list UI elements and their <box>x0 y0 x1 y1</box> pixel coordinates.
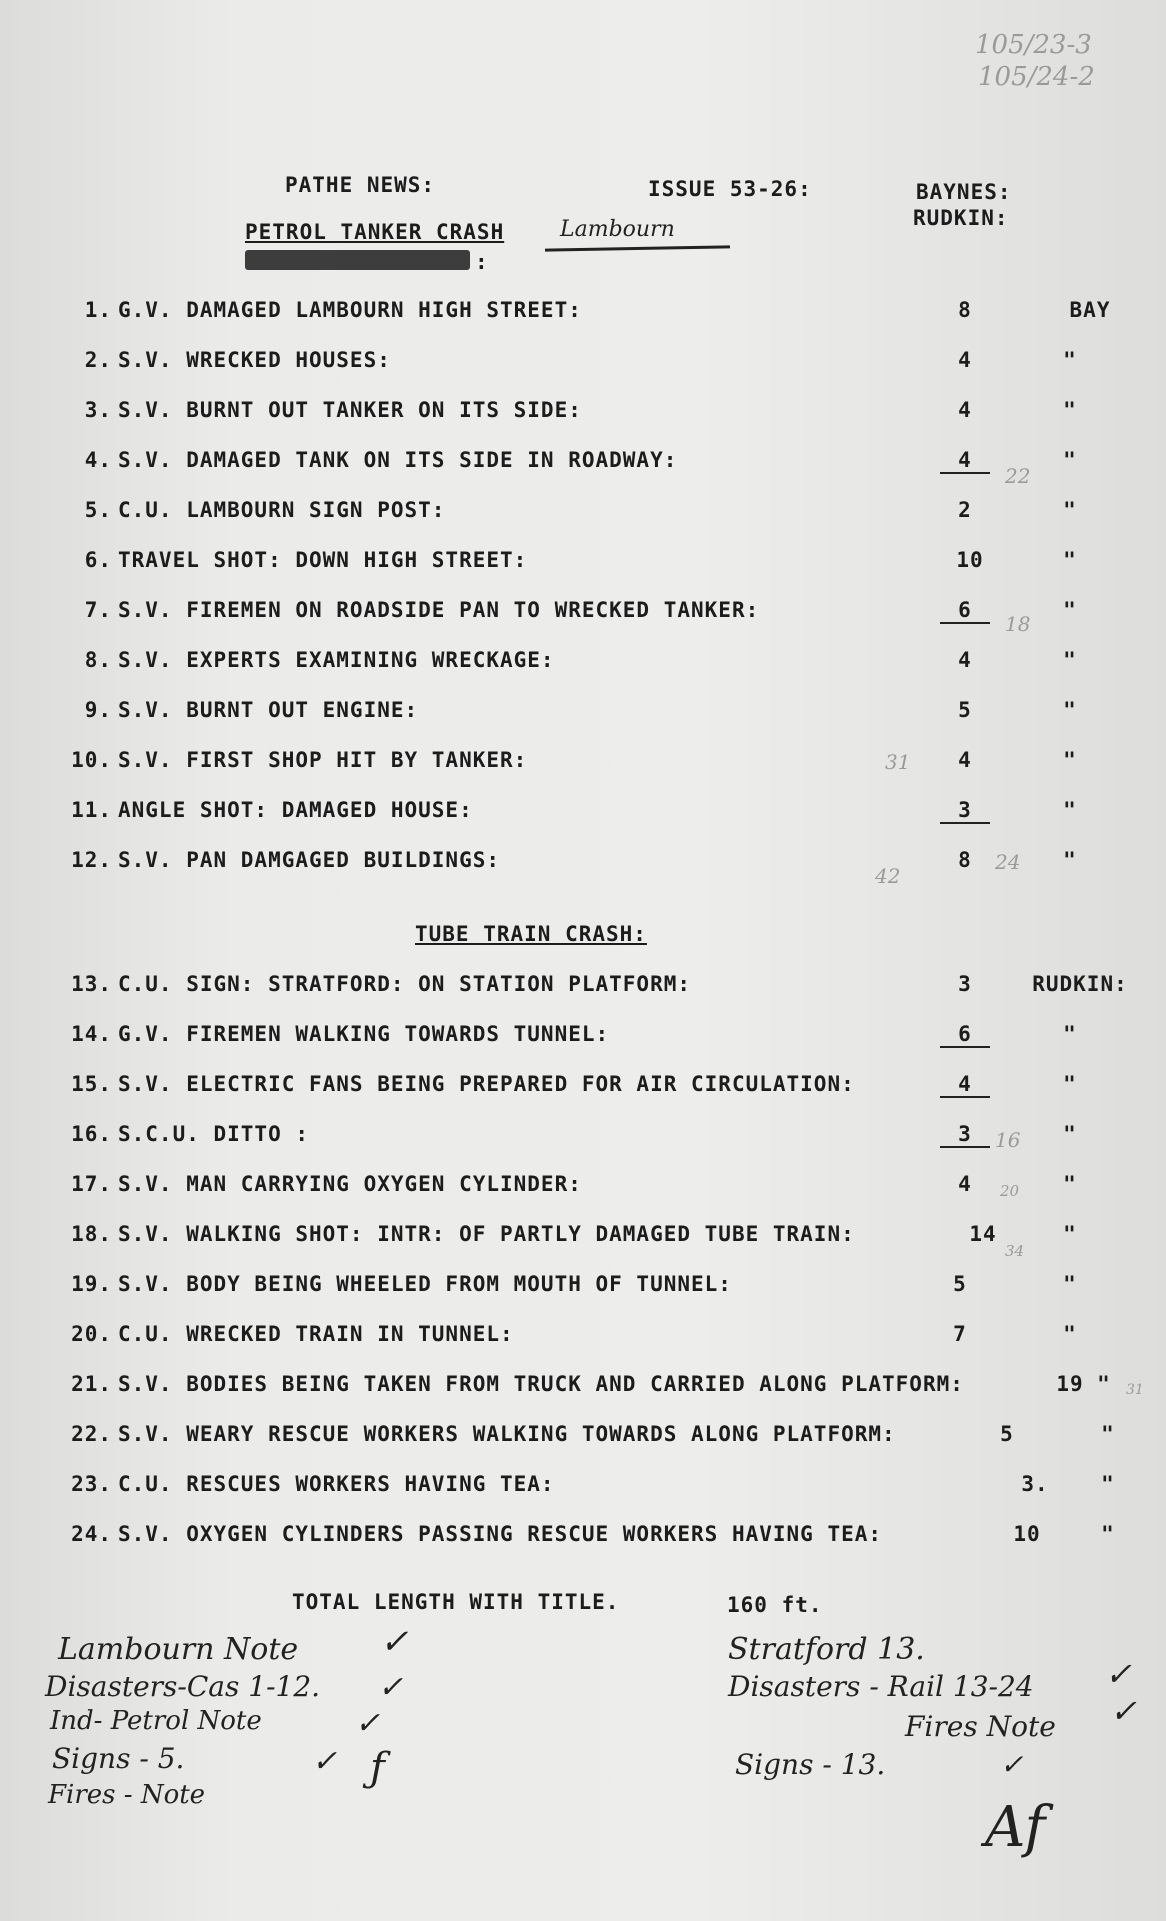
shot-description: S.V. BURNT OUT TANKER ON ITS SIDE: <box>118 398 582 422</box>
shot-cameraman: " <box>1063 1122 1077 1146</box>
shot-row <box>0 1522 1166 1562</box>
shot-footage: 5 <box>953 1272 967 1296</box>
shot-cameraman: " <box>1063 1072 1077 1096</box>
pencil-subtotal: 16 <box>995 1128 1021 1152</box>
shot-number: 11. <box>71 798 112 822</box>
shot-cameraman: " <box>1063 498 1077 522</box>
shot-row <box>0 698 1166 738</box>
handwritten-note-right: Fires Note <box>905 1710 1056 1743</box>
shot-footage: 10 <box>956 548 984 572</box>
pencil-subtotal: 22 <box>1005 464 1031 488</box>
header-pathe-news: PATHE NEWS: <box>285 173 436 197</box>
handwritten-note-right: Signs - 13. <box>735 1748 886 1781</box>
shot-footage: 4 <box>940 1072 990 1098</box>
shot-number: 5. <box>84 498 112 522</box>
shot-cameraman: " <box>1063 448 1077 472</box>
pencil-subtotal: 24 <box>995 850 1021 874</box>
title-underline-stroke <box>545 245 730 251</box>
shot-row <box>0 598 1166 638</box>
shot-description: S.V. DAMAGED TANK ON ITS SIDE IN ROADWAY: <box>118 448 678 472</box>
shot-row <box>0 1222 1166 1262</box>
shot-number: 16. <box>71 1122 112 1146</box>
pencil-subtotal: 31 <box>1126 1382 1144 1398</box>
shot-cameraman: BAY <box>1069 298 1111 322</box>
shot-description: S.V. WALKING SHOT: INTR: OF PARTLY DAMAGED TUBE TRAIN: <box>118 1222 855 1246</box>
shot-row <box>0 348 1166 388</box>
handwritten-note-right: Stratford 13. <box>728 1632 925 1667</box>
shot-description: S.V. BODY BEING WHEELED FROM MOUTH OF TUNNEL: <box>118 1272 732 1296</box>
shot-cameraman: " <box>1063 398 1077 422</box>
shot-description: C.U. RESCUES WORKERS HAVING TEA: <box>118 1472 555 1496</box>
header-name-baynes: BAYNES: <box>916 180 1012 204</box>
shot-description: S.C.U. DITTO : <box>118 1122 310 1146</box>
shot-number: 2. <box>84 348 112 372</box>
shot-number: 12. <box>71 848 112 872</box>
pencil-subtotal: 18 <box>1005 612 1031 636</box>
shot-row <box>0 1072 1166 1112</box>
pencil-subtotal-left: 42 <box>875 864 901 888</box>
shot-number: 14. <box>71 1022 112 1046</box>
shot-cameraman: " <box>1063 1272 1077 1296</box>
shot-footage: 3 <box>940 798 990 824</box>
shot-number: 10. <box>71 748 112 772</box>
shot-description: C.U. WRECKED TRAIN IN TUNNEL: <box>118 1322 514 1346</box>
pencil-subtotal: 34 <box>1005 1242 1025 1260</box>
shot-cameraman: " <box>1063 798 1077 822</box>
shot-footage: 8 <box>958 848 972 872</box>
shot-footage: 4 <box>940 448 990 474</box>
shot-cameraman: " <box>1063 748 1077 772</box>
shot-description: S.V. ELECTRIC FANS BEING PREPARED FOR AIR CIRCULATION: <box>118 1072 855 1096</box>
shot-cameraman: " <box>1063 698 1077 722</box>
shot-number: 9. <box>84 698 112 722</box>
initials-signature-right: Af <box>985 1795 1046 1860</box>
shot-cameraman: " <box>1063 1172 1077 1196</box>
shot-number: 23. <box>71 1472 112 1496</box>
shot-description: S.V. WRECKED HOUSES: <box>118 348 391 372</box>
shot-row <box>0 1172 1166 1212</box>
tick-mark: ✓ <box>1000 1748 1024 1781</box>
header-name-rudkin: RUDKIN: <box>913 206 1009 230</box>
shot-row <box>0 448 1166 488</box>
shot-footage: 5 <box>1000 1422 1014 1446</box>
shot-cameraman: " <box>1063 848 1077 872</box>
shot-row <box>0 798 1166 838</box>
shot-row <box>0 748 1166 788</box>
archive-mark-1: 105/23-3 <box>975 30 1092 60</box>
shot-footage: 7 <box>953 1322 967 1346</box>
tick-mark: ✓ <box>378 1670 404 1705</box>
tick-mark: ✓ <box>355 1706 381 1741</box>
shot-cameraman: " <box>1063 648 1077 672</box>
shot-cameraman: " <box>1101 1522 1115 1546</box>
shot-description: C.U. LAMBOURN SIGN POST: <box>118 498 446 522</box>
shot-description: ANGLE SHOT: DAMAGED HOUSE: <box>118 798 473 822</box>
shot-description: TRAVEL SHOT: DOWN HIGH STREET: <box>118 548 528 572</box>
shot-number: 8. <box>84 648 112 672</box>
shot-footage: 2 <box>958 498 972 522</box>
shot-footage: 4 <box>958 348 972 372</box>
handwritten-lambourn-title: Lambourn <box>560 217 675 242</box>
shot-row <box>0 548 1166 588</box>
shot-row <box>0 1322 1166 1362</box>
shot-footage: 14 <box>969 1222 997 1246</box>
shot-number: 17. <box>71 1172 112 1196</box>
shot-footage: 4 <box>958 1172 972 1196</box>
shot-footage: 4 <box>958 398 972 422</box>
shot-description: C.U. SIGN: STRATFORD: ON STATION PLATFORM: <box>118 972 692 996</box>
shot-row <box>0 648 1166 688</box>
shot-description: S.V. EXPERTS EXAMINING WRECKAGE: <box>118 648 555 672</box>
shot-description: G.V. FIREMEN WALKING TOWARDS TUNNEL: <box>118 1022 610 1046</box>
shot-footage: 8 <box>958 298 972 322</box>
shot-number: 19. <box>71 1272 112 1296</box>
handwritten-note-left: Fires - Note <box>48 1780 206 1810</box>
handwritten-note-left: Ind- Petrol Note <box>50 1706 262 1736</box>
shot-cameraman: " <box>1101 1472 1115 1496</box>
shot-footage: 5 <box>958 698 972 722</box>
handwritten-note-right: Disasters - Rail 13-24 <box>728 1670 1034 1703</box>
shot-footage: 4 <box>958 748 972 772</box>
shot-description: S.V. PAN DAMGAGED BUILDINGS: <box>118 848 501 872</box>
handwritten-note-left: Disasters-Cas 1-12. <box>45 1670 321 1703</box>
shot-description: S.V. BODIES BEING TAKEN FROM TRUCK AND CARRIED ALONG PLATFORM: <box>118 1372 964 1396</box>
shot-number: 1. <box>84 298 112 322</box>
archive-mark-2: 105/24-2 <box>978 62 1095 92</box>
shot-description: S.V. OXYGEN CYLINDERS PASSING RESCUE WORKERS HAVING TEA: <box>118 1522 883 1546</box>
shot-description: G.V. DAMAGED LAMBOURN HIGH STREET: <box>118 298 582 322</box>
shot-cameraman: " <box>1063 1022 1077 1046</box>
shot-cameraman: " <box>1063 598 1077 622</box>
tick-mark: ✓ <box>1105 1655 1132 1693</box>
shot-footage: 6 <box>940 1022 990 1048</box>
total-length-value: 160 ft. <box>727 1593 823 1617</box>
shot-number: 20. <box>71 1322 112 1346</box>
shot-row <box>0 398 1166 438</box>
initials-signature-left: ƒ <box>370 1745 385 1791</box>
shot-footage: 4 <box>958 648 972 672</box>
pencil-subtotal: 20 <box>1000 1182 1020 1200</box>
pencil-subtotal-left: 31 <box>885 750 911 774</box>
shot-description: S.V. BURNT OUT ENGINE: <box>118 698 419 722</box>
shot-description: S.V. FIREMEN ON ROADSIDE PAN TO WRECKED TANKER: <box>118 598 760 622</box>
shot-row <box>0 298 1166 338</box>
shot-number: 4. <box>84 448 112 472</box>
shot-cameraman: " <box>1097 1372 1111 1396</box>
shot-row <box>0 498 1166 538</box>
shot-number: 7. <box>84 598 112 622</box>
shot-cameraman: " <box>1063 348 1077 372</box>
shot-footage: 3. <box>1021 1472 1049 1496</box>
shot-row <box>0 848 1166 888</box>
shot-row <box>0 1122 1166 1162</box>
shot-number: 24. <box>71 1522 112 1546</box>
shot-row <box>0 1022 1166 1062</box>
shot-footage: 10 <box>1013 1522 1041 1546</box>
handwritten-note-left: Signs - 5. <box>52 1742 185 1775</box>
shot-row <box>0 972 1166 1012</box>
tick-mark: ✓ <box>1110 1692 1137 1730</box>
shot-row <box>0 1422 1166 1462</box>
shot-number: 13. <box>71 972 112 996</box>
shot-cameraman: " <box>1063 1322 1077 1346</box>
shot-row <box>0 1272 1166 1312</box>
shot-cameraman: " <box>1063 1222 1077 1246</box>
handwritten-note-left: Lambourn Note <box>58 1632 299 1667</box>
shot-footage: 3 <box>940 1122 990 1148</box>
tick-mark: ✓ <box>380 1622 409 1662</box>
shot-description: S.V. FIRST SHOP HIT BY TANKER: <box>118 748 528 772</box>
shot-cameraman: RUDKIN: <box>1032 972 1128 996</box>
section-title-colon: : <box>475 250 489 274</box>
shot-cameraman: " <box>1063 548 1077 572</box>
shot-row <box>0 1472 1166 1512</box>
section-title-petrol-tanker: PETROL TANKER CRASH <box>245 220 505 244</box>
shot-description: S.V. MAN CARRYING OXYGEN CYLINDER: <box>118 1172 582 1196</box>
total-length-label: TOTAL LENGTH WITH TITLE. <box>292 1590 620 1614</box>
shot-footage: 6 <box>940 598 990 624</box>
shot-description: S.V. WEARY RESCUE WORKERS WALKING TOWARDS ALONG PLATFORM: <box>118 1422 896 1446</box>
shot-footage: 3 <box>958 972 972 996</box>
struck-out-text <box>245 250 470 270</box>
shot-cameraman: " <box>1101 1422 1115 1446</box>
header-issue: ISSUE 53-26: <box>648 177 812 201</box>
shot-number: 21. <box>71 1372 112 1396</box>
tick-mark: ✓ <box>312 1744 338 1779</box>
shot-number: 6. <box>84 548 112 572</box>
shot-footage: 19 <box>1056 1372 1084 1396</box>
shot-row <box>0 1372 1166 1412</box>
section-title-tube-train: TUBE TRAIN CRASH: <box>415 922 647 946</box>
shot-number: 15. <box>71 1072 112 1096</box>
shot-number: 22. <box>71 1422 112 1446</box>
shot-number: 18. <box>71 1222 112 1246</box>
shot-number: 3. <box>84 398 112 422</box>
